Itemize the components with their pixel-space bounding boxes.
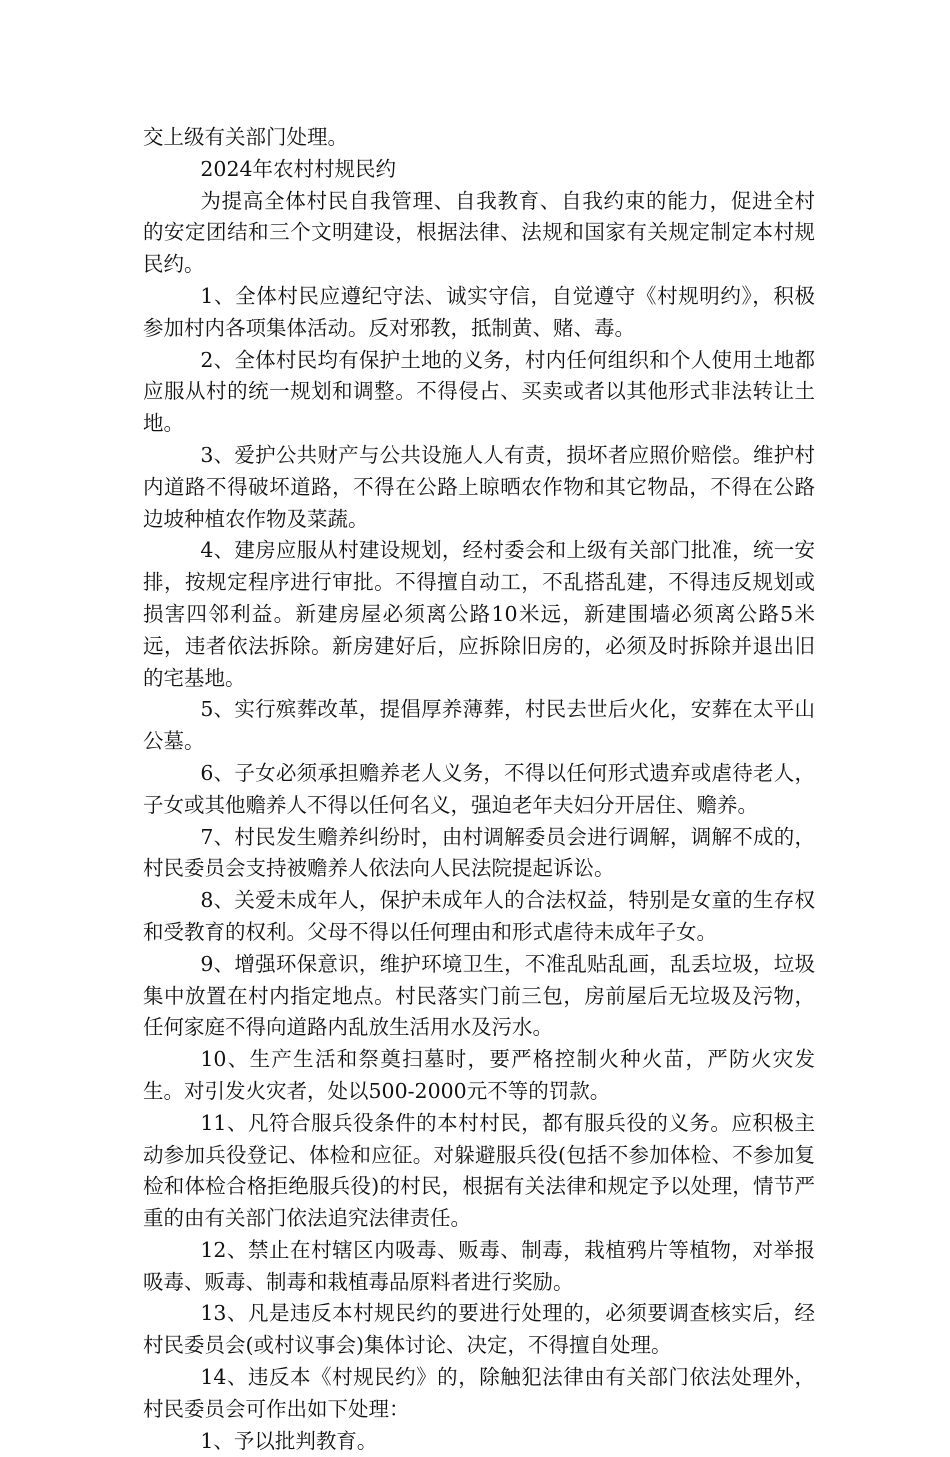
article-4: 4、建房应服从村建设规划，经村委会和上级有关部门批准，统一安排，按规定程序进行审批。不得擅自动工，不乱搭乱建，不得违反规划或损害四邻利益。新建房屋必须离公路10米远，新建围墙必须离公路5米远，违者依法拆除。新房建好后，应拆除旧房的，必须及时拆除并退出旧的宅基地。	[143, 538, 815, 690]
article-6: 6、子女必须承担赡养老人义务，不得以任何形式遗弃或虐待老人，子女或其他赡养人不得以任何名义，强迫老年夫妇分开居住、赡养。	[143, 760, 815, 817]
sub-item-1: 1、予以批判教育。	[200, 1428, 378, 1453]
article-14: 14、违反本《村规民约》的，除触犯法律由有关部门依法处理外，村民委员会可作出如下处理：	[143, 1365, 815, 1421]
article-7: 7、村民发生赡养纠纷时，由村调解委员会进行调解，调解不成的，村民委员会支持被赡养人依法向人民法院提起诉讼。	[143, 824, 815, 881]
article-3: 3、爱护公共财产与公共设施人人有责，损坏者应照价赔偿。维护村内道路不得破坏道路，不得在公路上晾晒农作物和其它物品，不得在公路边坡种植农作物及菜蔬。	[143, 442, 815, 531]
article-8: 8、关爱未成年人，保护未成年人的合法权益，特别是女童的生存权和受教育的权利。父母不得以任何理由和形式虐待未成年子女。	[143, 888, 815, 944]
lead-paragraph: 交上级有关部门处理。	[143, 125, 348, 149]
article-11: 11、凡符合服兵役条件的本村村民，都有服兵役的义务。应积极主动参加兵役登记、体检和应征。对躲避服兵役(包括不参加体检、不参加复检和体检合格拒绝服兵役)的村民，根据有关法律和规定予以处理，情节严重的由有关部门依法追究法律责任。	[143, 1110, 815, 1231]
article-13: 13、凡是违反本村规民约的要进行处理的，必须要调查核实后，经村民委员会(或村议事会)集体讨论、决定，不得擅自处理。	[143, 1301, 815, 1358]
article-10: 10、生产生活和祭奠扫墓时，要严格控制火种火苗，严防火灾发生。对引发火灾者，处以500-2000元不等的罚款。	[143, 1047, 815, 1103]
article-12: 12、禁止在村辖区内吸毒、贩毒、制毒，栽植鸦片等植物，对举报吸毒、贩毒、制毒和栽植毒品原料者进行奖励。	[143, 1237, 815, 1294]
article-2: 2、全体村民均有保护土地的义务，村内任何组织和个人使用土地都应服从村的统一规划和调整。不得侵占、买卖或者以其他形式非法转让土地。	[143, 347, 815, 436]
article-5: 5、实行殡葬改革，提倡厚养薄葬，村民去世后火化，安葬在太平山公墓。	[143, 697, 815, 754]
document-page	[143, 122, 815, 1457]
article-9: 9、增强环保意识，维护环境卫生，不准乱贴乱画，乱丢垃圾，垃圾集中放置在村内指定地点。村民落实门前三包，房前屋后无垃圾及污物，任何家庭不得向道路内乱放生活用水及污水。	[143, 951, 815, 1040]
intro-paragraph: 为提高全体村民自我管理、自我教育、自我约束的能力，促进全村的安定团结和三个文明建设，根据法律、法规和国家有关规定制定本村规民约。	[143, 188, 815, 277]
article-1: 1、全体村民应遵纪守法、诚实守信，自觉遵守《村规明约》，积极参加村内各项集体活动。反对邪教，抵制黄、赌、毒。	[143, 283, 815, 340]
document-title: 2024年农村村规民约	[200, 156, 397, 181]
